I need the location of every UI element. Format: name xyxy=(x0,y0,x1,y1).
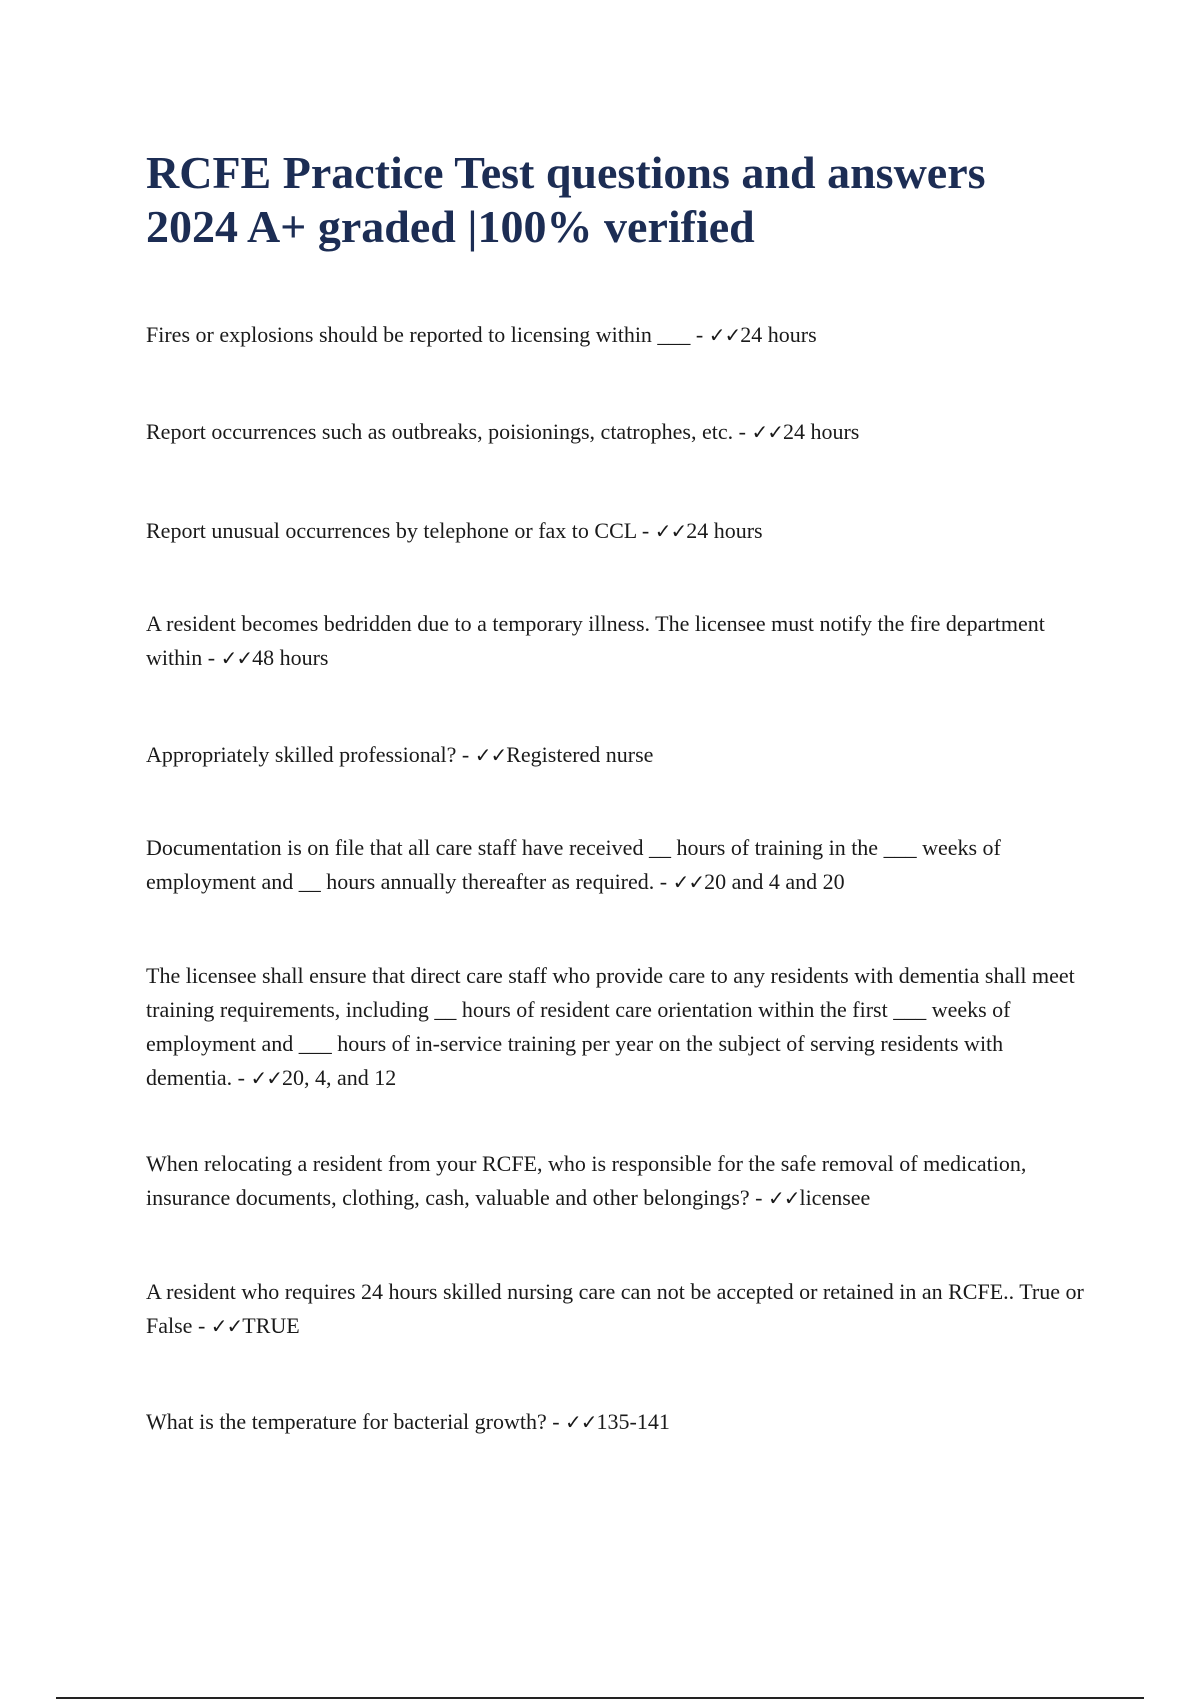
document-title xyxy=(146,146,1106,254)
qa-item-7 xyxy=(146,959,1092,1095)
check-mark-icon: ✓✓ xyxy=(654,519,687,543)
qa-item-5 xyxy=(146,738,1092,772)
answer-text: Registered nurse xyxy=(506,742,654,767)
question-text: A resident who requires 24 hours skilled nursing care can not be accepted or retained in an RCFE.. True or False - xyxy=(146,1279,1084,1338)
qa-item-1 xyxy=(146,318,1092,352)
question-text: Report unusual occurrences by telephone or fax to CCL - xyxy=(146,518,655,543)
answer-text: 48 hours xyxy=(252,645,329,670)
document-title-line-1: RCFE Practice Test questions and answers xyxy=(146,147,986,198)
qa-item-6 xyxy=(146,831,1092,899)
check-mark-icon: ✓✓ xyxy=(474,743,507,767)
answer-text: 24 hours xyxy=(782,419,860,444)
check-mark-icon: ✓✓ xyxy=(751,420,783,444)
answer-text: 24 hours xyxy=(740,322,817,347)
question-text: When relocating a resident from your RCFE, who is responsible for the safe removal of medication, insurance documents, clothing, cash, valuable and other belongings? - xyxy=(146,1151,1027,1210)
question-text: Documentation is on file that all care staff have received __ hours of training in the ___ weeks of employment and __ hours annually thereafter as required. - xyxy=(146,835,1001,894)
check-mark-icon: ✓✓ xyxy=(220,646,253,670)
question-text: What is the temperature for bacterial growth? - xyxy=(146,1409,566,1434)
answer-text: 20 and 4 and 20 xyxy=(704,869,845,894)
qa-item-8 xyxy=(146,1147,1092,1215)
check-mark-icon: ✓✓ xyxy=(250,1066,282,1090)
answer-text: 20, 4, and 12 xyxy=(281,1065,397,1090)
check-mark-icon: ✓✓ xyxy=(672,870,705,894)
document-title-line-2: 2024 A+ graded |100% verified xyxy=(146,201,755,252)
answer-text: TRUE xyxy=(242,1313,300,1338)
question-text: Appropriately skilled professional? - xyxy=(146,742,475,767)
qa-item-3 xyxy=(146,514,1092,548)
qa-item-10 xyxy=(146,1405,1092,1439)
answer-text: 24 hours xyxy=(686,518,763,543)
qa-item-4 xyxy=(146,607,1092,675)
qa-item-9 xyxy=(146,1275,1092,1343)
check-mark-icon: ✓✓ xyxy=(708,323,741,347)
page-bottom-divider xyxy=(56,1697,1144,1699)
question-text: Report occurrences such as outbreaks, poisionings, ctatrophes, etc. - xyxy=(146,419,752,444)
answer-text: 135-141 xyxy=(596,1409,670,1434)
question-text: Fires or explosions should be reported to licensing within ___ - xyxy=(146,322,709,347)
answer-text: licensee xyxy=(799,1185,871,1210)
question-text: The licensee shall ensure that direct care staff who provide care to any residents with dementia shall meet training requirements, including __ hours of resident care orientation within the first ___ weeks of employment and ___ hours of in-service training per year on the subject of serving residents with dementia. - xyxy=(146,963,1075,1090)
check-mark-icon: ✓✓ xyxy=(767,1186,800,1210)
check-mark-icon: ✓✓ xyxy=(210,1314,243,1338)
qa-item-2 xyxy=(146,415,1092,449)
check-mark-icon: ✓✓ xyxy=(565,1410,597,1434)
question-text: A resident becomes bedridden due to a temporary illness. The licensee must notify the fire department within - xyxy=(146,611,1045,670)
